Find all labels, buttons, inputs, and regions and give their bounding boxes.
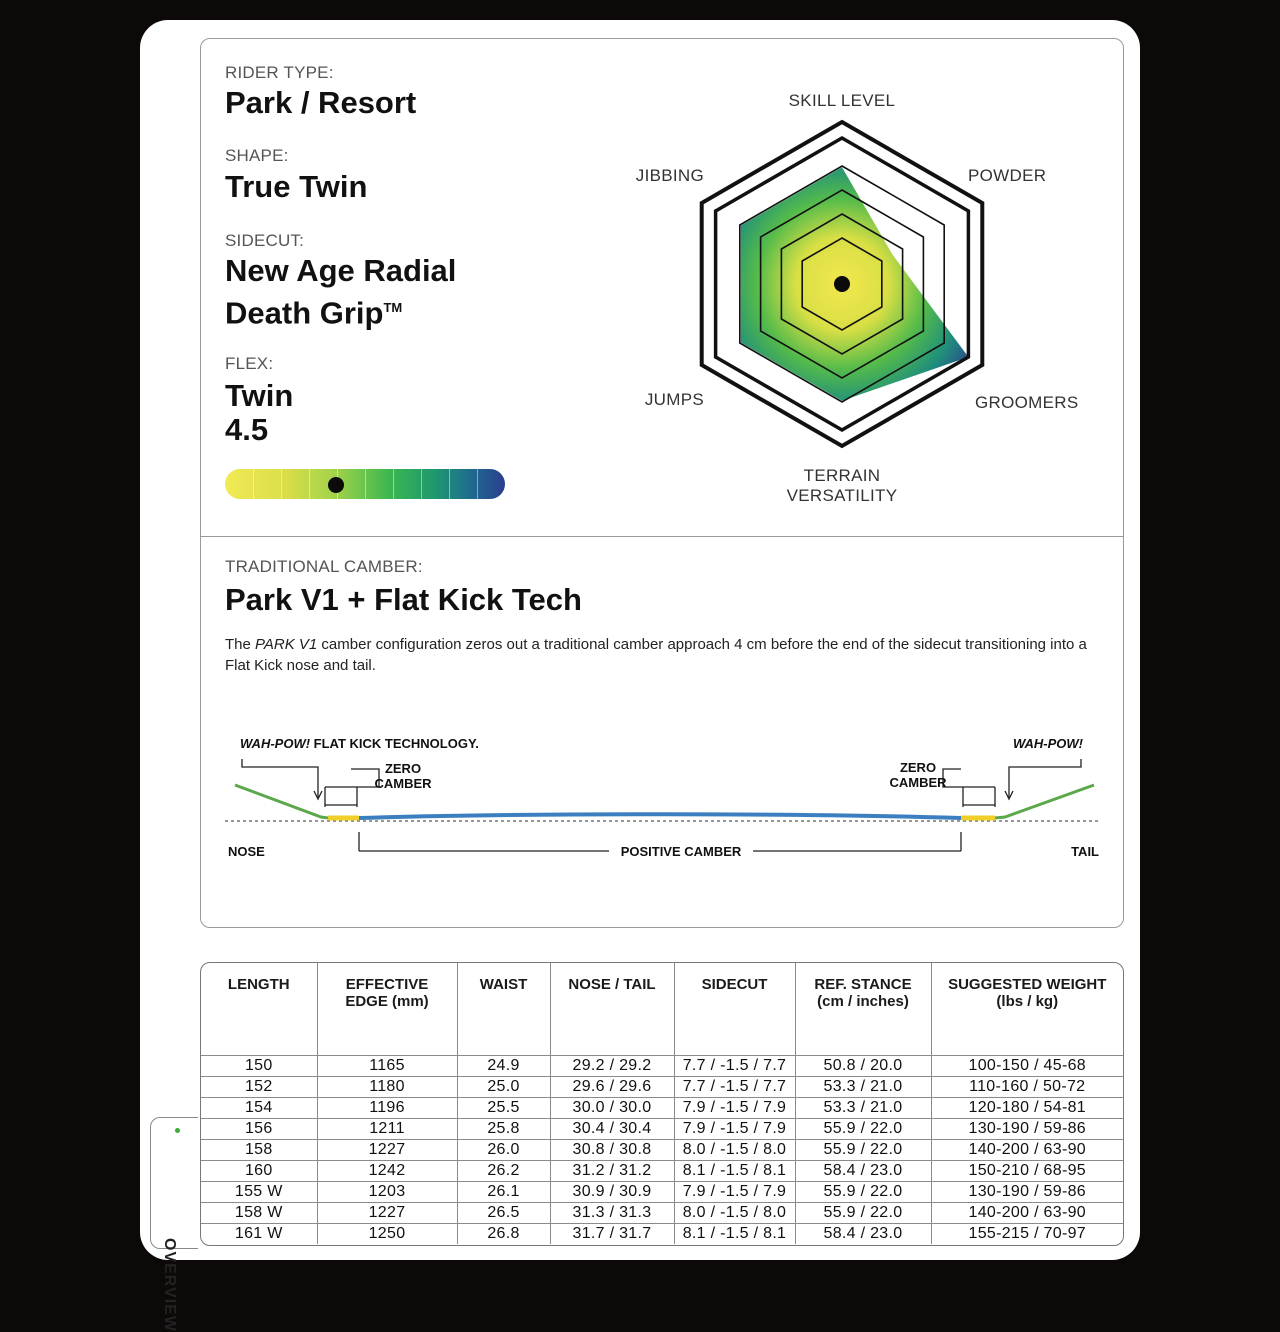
table-cell: 58.4 / 23.0 <box>795 1160 931 1181</box>
flex-label: FLEX: <box>225 354 274 373</box>
table-cell: 8.0 / -1.5 / 8.0 <box>674 1139 795 1160</box>
flex-scale-segment-divider <box>421 469 422 499</box>
table-cell: 7.9 / -1.5 / 7.9 <box>674 1097 795 1118</box>
table-cell: 31.7 / 31.7 <box>550 1223 674 1244</box>
table-cell: 1227 <box>317 1202 457 1223</box>
rider-type-label: RIDER TYPE: <box>225 63 334 82</box>
radar-label-jibbing: JIBBING <box>635 166 704 185</box>
table-header-cell <box>931 963 1123 1055</box>
table-row <box>201 1139 1123 1160</box>
table-cell: 100-150 / 45-68 <box>931 1055 1123 1076</box>
table-row <box>201 1076 1123 1097</box>
shape-value: True Twin <box>225 169 368 204</box>
flex-type: Twin <box>225 378 294 413</box>
camber-label-left: CAMBER <box>374 776 432 791</box>
table-cell: 8.1 / -1.5 / 8.1 <box>674 1223 795 1244</box>
table-cell: 31.3 / 31.3 <box>550 1202 674 1223</box>
radar-label-terrain: TERRAIN <box>803 466 881 485</box>
table-cell: 55.9 / 22.0 <box>795 1118 931 1139</box>
section-divider <box>201 536 1123 537</box>
table-cell: 26.1 <box>457 1181 550 1202</box>
table-cell: 8.0 / -1.5 / 8.0 <box>674 1202 795 1223</box>
table-cell: 53.3 / 21.0 <box>795 1076 931 1097</box>
table-cell: 26.8 <box>457 1223 550 1244</box>
camber-title: Park V1 + Flat Kick Tech <box>225 582 582 617</box>
radar-label-groomers: GROOMERS <box>975 393 1079 412</box>
header-line: NOSE / TAIL <box>568 976 656 993</box>
table-header-cell <box>795 963 931 1055</box>
table-cell: 30.9 / 30.9 <box>550 1181 674 1202</box>
radar-center-dot <box>834 276 850 292</box>
table-cell: 154 <box>201 1097 317 1118</box>
table-cell: 26.0 <box>457 1139 550 1160</box>
flex-scale-segment-divider <box>449 469 450 499</box>
table-cell: 110-160 / 50-72 <box>931 1076 1123 1097</box>
table-cell: 55.9 / 22.0 <box>795 1139 931 1160</box>
spec-card <box>140 20 1140 1332</box>
table-cell: 155 W <box>201 1181 317 1202</box>
flex-scale-segment-divider <box>393 469 394 499</box>
table-header-row <box>201 963 1123 1055</box>
radar-label-skill-level: SKILL LEVEL <box>788 91 896 110</box>
flex-scale-bar <box>225 469 505 499</box>
table-cell: 30.8 / 30.8 <box>550 1139 674 1160</box>
table-cell: 1196 <box>317 1097 457 1118</box>
table-cell: 158 <box>201 1139 317 1160</box>
shape-label: SHAPE: <box>225 146 289 165</box>
table-cell: 55.9 / 22.0 <box>795 1181 931 1202</box>
table-cell: 58.4 / 23.0 <box>795 1223 931 1244</box>
desc-suffix: camber configuration zeros out a traditional camber approach 4 cm before the end of the sidecut transitioning into a Flat Kick nose and tail. <box>225 636 1087 674</box>
table-cell: 30.0 / 30.0 <box>550 1097 674 1118</box>
table-body <box>201 1055 1123 1244</box>
table-cell: 140-200 / 63-90 <box>931 1202 1123 1223</box>
sidecut-value-line1: New Age Radial <box>225 253 457 288</box>
table-cell: 130-190 / 59-86 <box>931 1181 1123 1202</box>
table-cell: 53.3 / 21.0 <box>795 1097 931 1118</box>
table-header-cell <box>674 963 795 1055</box>
header-line: SUGGESTED WEIGHT <box>948 976 1107 993</box>
table-header-cell <box>457 963 550 1055</box>
flex-scale-segment-divider <box>309 469 310 499</box>
table-cell: 152 <box>201 1076 317 1097</box>
header-line: LENGTH <box>227 976 290 993</box>
table-cell: 155-215 / 70-97 <box>968 1224 1086 1242</box>
sidecut-name: Death Grip <box>225 295 384 331</box>
table-row <box>201 1223 1123 1244</box>
flex-scale-marker <box>328 477 344 493</box>
radar-label-terrain-versatility <box>762 466 922 506</box>
nose-kick-segment <box>235 785 328 818</box>
desc-prefix: The <box>225 636 256 653</box>
table-cell: 29.6 / 29.6 <box>550 1076 674 1097</box>
flat-kick-text: FLAT KICK TECHNOLOGY. <box>310 736 479 751</box>
table-cell: 1227 <box>317 1139 457 1160</box>
table-cell: 29.2 / 29.2 <box>550 1055 674 1076</box>
table-cell: 7.7 / -1.5 / 7.7 <box>674 1055 795 1076</box>
table-row <box>201 1097 1123 1118</box>
positive-camber-label: POSITIVE CAMBER <box>620 844 742 859</box>
table-cell: 31.2 / 31.2 <box>550 1160 674 1181</box>
zero-label-right: ZERO <box>899 760 937 775</box>
table-cell: 120-180 / 54-81 <box>931 1097 1123 1118</box>
table-row <box>201 1181 1123 1202</box>
size-spec-table <box>200 962 1124 1246</box>
nose-label: NOSE <box>228 844 265 859</box>
tail-label: TAIL <box>1071 844 1099 859</box>
table-cell: 55.9 / 22.0 <box>795 1202 931 1223</box>
table-cell: 140-200 / 63-90 <box>931 1139 1123 1160</box>
wah-pow-flat-kick-label <box>240 736 479 751</box>
tail-kick-segment <box>995 785 1094 818</box>
table-row <box>201 1202 1123 1223</box>
table-cell: 7.9 / -1.5 / 7.9 <box>674 1118 795 1139</box>
header-line: EDGE (mm) <box>345 993 429 1010</box>
sidecut-label: SIDECUT: <box>225 231 305 250</box>
table-cell: 130-190 / 59-86 <box>931 1118 1123 1139</box>
table-cell: 25.5 <box>457 1097 550 1118</box>
wah-pow-right-label: WAH-POW! <box>1012 736 1083 751</box>
table-cell: 150 <box>201 1055 317 1076</box>
camber-description <box>225 634 1095 676</box>
radar-label-jumps: JUMPS <box>644 390 704 409</box>
table-cell: 160 <box>201 1160 317 1181</box>
flex-scale-segment-divider <box>365 469 366 499</box>
overview-indicator-dot <box>175 1128 180 1133</box>
table-row <box>201 1160 1123 1181</box>
header-line: SIDECUT <box>701 976 768 993</box>
table-cell: 25.8 <box>457 1118 550 1139</box>
table-cell: 156 <box>201 1118 317 1139</box>
flex-scale-segment-divider <box>253 469 254 499</box>
camber-label: TRADITIONAL CAMBER: <box>225 557 423 576</box>
radar-label-versatility: VERSATILITY <box>786 486 898 505</box>
specs-panel <box>200 38 1124 928</box>
table-cell: 24.9 <box>457 1055 550 1076</box>
trademark-mark: TM <box>383 300 403 315</box>
table-cell: 7.9 / -1.5 / 7.9 <box>674 1181 795 1202</box>
rider-type-value: Park / Resort <box>225 85 417 120</box>
table-row <box>201 1118 1123 1139</box>
table-cell: 7.7 / -1.5 / 7.7 <box>674 1076 795 1097</box>
table-cell: 30.4 / 30.4 <box>550 1118 674 1139</box>
header-line: WAIST <box>479 976 528 993</box>
header-line: (lbs / kg) <box>996 993 1059 1010</box>
table-cell: 1203 <box>317 1181 457 1202</box>
zero-label-left: ZERO <box>384 761 422 776</box>
header-line: EFFECTIVE <box>345 976 429 993</box>
camber-profile-diagram <box>221 709 1111 869</box>
radar-rating-area <box>741 167 969 401</box>
positive-camber-segment <box>359 814 961 818</box>
table-cell: 1180 <box>317 1076 457 1097</box>
table-cell: 26.2 <box>457 1160 550 1181</box>
table-header-cell <box>317 963 457 1055</box>
flex-scale-segment-divider <box>477 469 478 499</box>
table-cell: 1242 <box>317 1160 457 1181</box>
radar-label-powder: POWDER <box>968 166 1047 185</box>
overview-tab[interactable] <box>150 1117 198 1332</box>
table-cell: 8.1 / -1.5 / 8.1 <box>674 1160 795 1181</box>
table-cell: 1211 <box>317 1118 457 1139</box>
table-header-cell <box>201 963 317 1055</box>
wah-pow-left-text: WAH-POW! <box>240 736 311 751</box>
sidecut-value-line2 <box>225 289 402 331</box>
overview-tab-label: OVERVIEW <box>161 1238 178 1332</box>
table-cell: 161 W <box>201 1223 317 1244</box>
table-cell: 26.5 <box>457 1202 550 1223</box>
table-row <box>201 1055 1123 1076</box>
desc-italic: PARK V1 <box>255 636 318 653</box>
table-cell: 1165 <box>317 1055 457 1076</box>
flex-value: 4.5 <box>225 412 269 447</box>
table-cell: 1250 <box>317 1223 457 1244</box>
flex-scale-segment-divider <box>281 469 282 499</box>
header-line: (cm / inches) <box>817 993 909 1010</box>
table-cell: 50.8 / 20.0 <box>795 1055 931 1076</box>
table-cell: 25.0 <box>457 1076 550 1097</box>
table-header-cell <box>550 963 674 1055</box>
riding-radar-chart <box>682 104 1002 464</box>
table-cell: 158 W <box>201 1202 317 1223</box>
camber-label-right: CAMBER <box>889 775 947 790</box>
table-cell: 150-210 / 68-95 <box>931 1160 1123 1181</box>
header-line: REF. STANCE <box>814 976 912 993</box>
